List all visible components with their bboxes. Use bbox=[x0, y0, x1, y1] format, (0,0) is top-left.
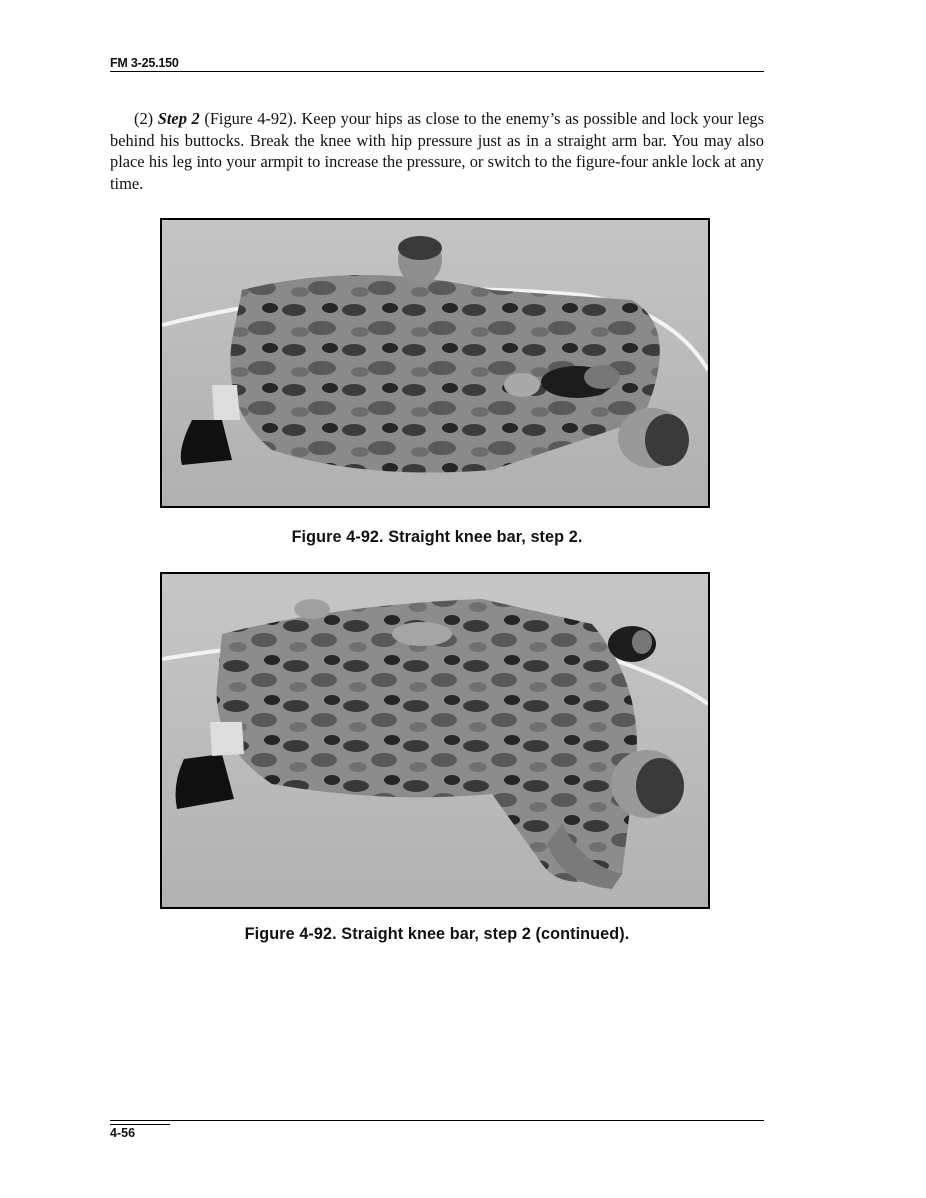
body-paragraph bbox=[110, 108, 764, 194]
figure-caption-2: Figure 4-92. Straight knee bar, step 2 (continued). bbox=[244, 925, 630, 943]
figure-photo-1 bbox=[160, 218, 710, 508]
document-title: FM 3-25.150 bbox=[110, 56, 179, 70]
footer-rule bbox=[110, 1120, 764, 1121]
paragraph-number: (2) bbox=[134, 109, 154, 128]
step-label: Step 2 bbox=[157, 109, 200, 128]
figure-photo-2 bbox=[160, 572, 710, 909]
running-header bbox=[110, 54, 764, 72]
footer-rule-short bbox=[110, 1124, 170, 1125]
page-number: 4-56 bbox=[110, 1126, 136, 1140]
figure-caption-1: Figure 4-92. Straight knee bar, step 2. bbox=[291, 528, 583, 546]
photo-knee-bar-step-2 bbox=[162, 220, 708, 506]
paragraph-text: (Figure 4-92). Keep your hips as close to the enemy’s as possible and lock your legs behind his buttocks. Break the knee with hip pressure just as in a straight arm bar. You may also place his leg into your armpit to increase the pressure, or switch to the figure-four ankle lock at any time. bbox=[110, 109, 764, 193]
photo-knee-bar-step-2-continued bbox=[162, 574, 708, 907]
